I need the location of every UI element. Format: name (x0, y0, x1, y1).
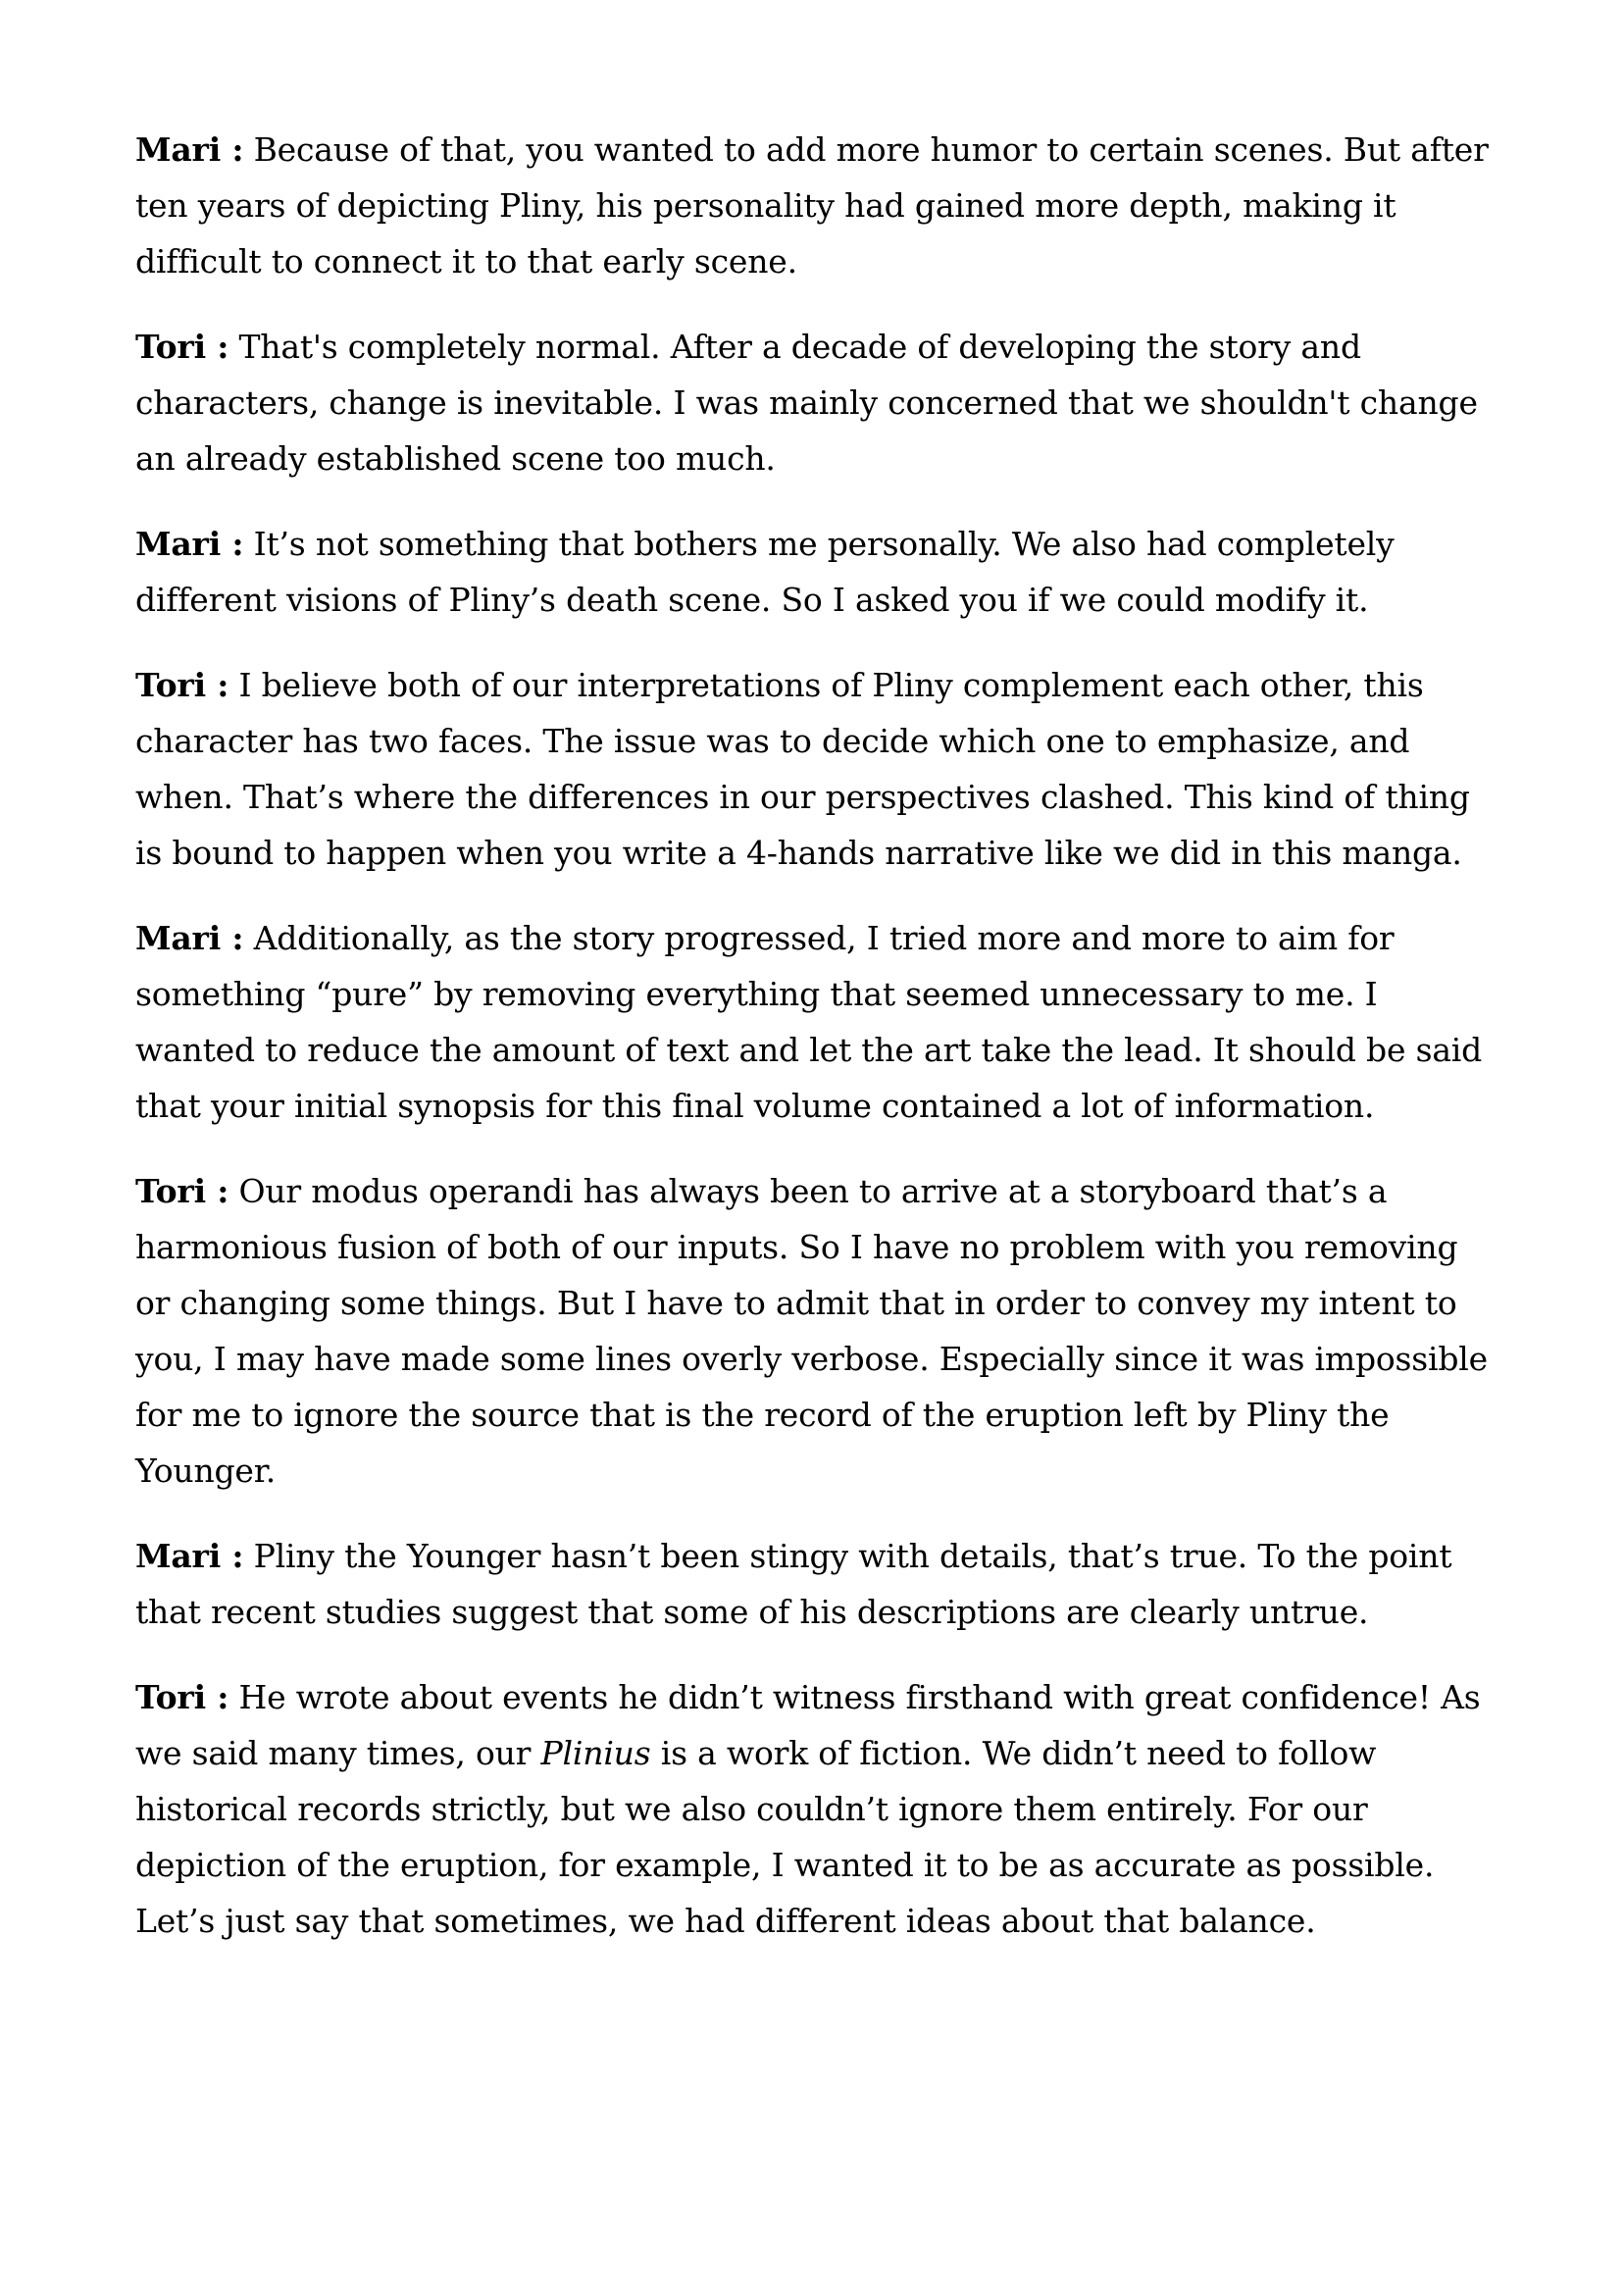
paragraph (135, 1669, 1489, 1949)
body-text: Because of that, you wanted to add more humor to certain scenes. But after ten years of depicting Pliny, his personality had gained more depth, making it difficult to connect it to that early scene. (135, 130, 1489, 280)
paragraph (135, 516, 1489, 628)
body-text: Our modus operandi has always been to arrive at a storyboard that’s a harmonious fusion of both of our inputs. So I have no problem with you removing or changing some things. But I have to admit that in order to convey my intent to you, I may have made some lines overly verbose. Especially since it was impossible for me to ignore the source that is the record of the eruption left by Pliny the Younger. (135, 1172, 1488, 1490)
body-text: It’s not something that bothers me personally. We also had completely different visions of Pliny’s death scene. So I asked you if we could modify it. (135, 525, 1395, 619)
speaker-label: Tori : (135, 1172, 229, 1210)
paragraph (135, 657, 1489, 881)
paragraph (135, 1163, 1489, 1499)
body-text: is a work of fiction. We didn’t need to follow historical records strictly, but we also couldn’t ignore them entirely. For our depiction of the eruption, for example, I wanted it to be as accurate as possible. Let’s just say that sometimes, we had different ideas about that balance. (135, 1734, 1435, 1940)
speaker-label: Mari : (135, 525, 244, 563)
paragraph (135, 122, 1489, 289)
speaker-label: Mari : (135, 919, 244, 957)
paragraph (135, 910, 1489, 1134)
speaker-label: Tori : (135, 666, 229, 704)
speaker-label: Mari : (135, 1537, 244, 1575)
paragraph (135, 1528, 1489, 1640)
speaker-label: Tori : (135, 328, 229, 366)
speaker-label: Mari : (135, 130, 244, 169)
body-text: Additionally, as the story progressed, I tried more and more to aim for something “pure” by removing everything that seemed unnecessary to me. I wanted to reduce the amount of text and let the art take the lead. It should be said that your initial synopsis for this final volume contained a lot of information. (135, 919, 1483, 1125)
paragraph (135, 319, 1489, 486)
italic-title-text: Plinius (540, 1734, 651, 1772)
speaker-label: Tori : (135, 1678, 229, 1716)
body-text: He wrote about events he didn’t witness firsthand with great confidence! As we said many times, our (135, 1678, 1481, 1772)
body-text: Pliny the Younger hasn’t been stingy with details, that’s true. To the point that recent studies suggest that some of his descriptions are clearly untrue. (135, 1537, 1452, 1631)
body-text: I believe both of our interpretations of Pliny complement each other, this character has two faces. The issue was to decide which one to emphasize, and when. That’s where the differences in our perspectives clashed. This kind of thing is bound to happen when you write a 4-hands narrative like we did in this manga. (135, 666, 1470, 872)
body-text: That's completely normal. After a decade of developing the story and characters, change is inevitable. I was mainly concerned that we shouldn't change an already established scene too much. (135, 328, 1478, 478)
